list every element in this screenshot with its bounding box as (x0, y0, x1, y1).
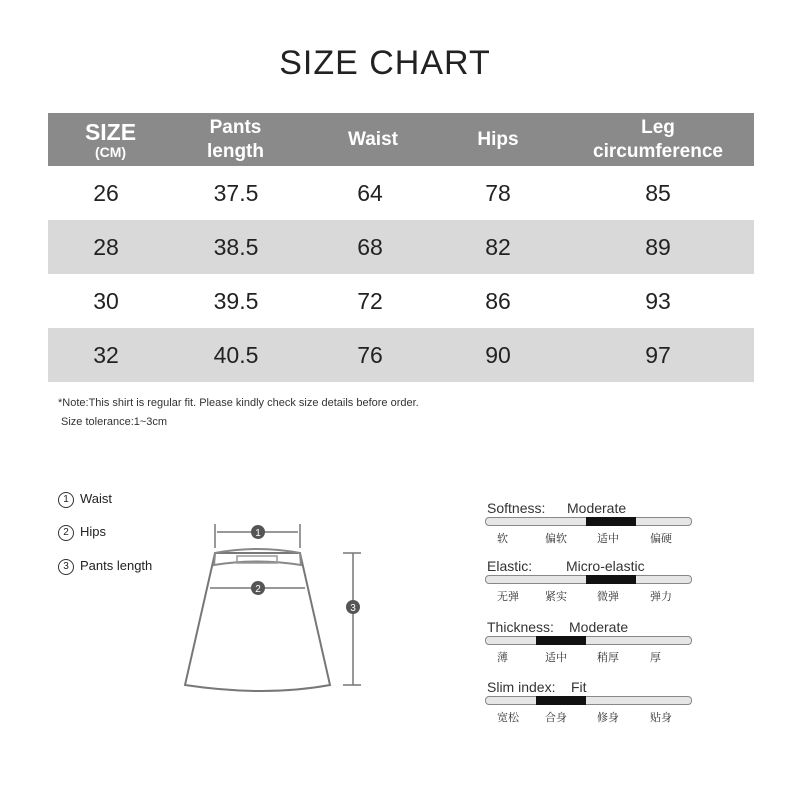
scale-value: Moderate (569, 619, 629, 635)
scale-level-indicator (536, 636, 586, 645)
legend-number: 2 (58, 525, 74, 541)
header-size-unit: (CM) (94, 143, 127, 160)
legend-number: 1 (58, 492, 74, 508)
scale-value: Micro-elastic (566, 558, 645, 574)
table-cell: 82 (485, 234, 511, 260)
table-cell: 28 (93, 234, 119, 260)
scale-tick-label: 适中 (597, 532, 619, 545)
table-row (48, 328, 754, 382)
note-text: *Note:This shirt is regular fit. Please kindly check size details before order. (58, 397, 419, 409)
table-header (48, 113, 754, 166)
scale-name: Elastic: (487, 558, 533, 574)
header-size (68, 113, 153, 166)
legend-item-pants-length (58, 558, 152, 575)
table-cell: 37.5 (213, 180, 259, 206)
header-pants-length (188, 113, 283, 166)
scale-bar (485, 517, 692, 526)
scale-tick-label: 微弹 (597, 590, 619, 603)
table-row (48, 166, 754, 220)
table-cell: 97 (645, 342, 671, 368)
header-leg-line1: Leg (641, 116, 675, 138)
size-table (48, 113, 754, 382)
scale-tick-label: 无弹 (497, 590, 519, 603)
scale-tick-label: 适中 (545, 651, 567, 664)
table-cell: 93 (645, 288, 671, 314)
scale-bar (485, 575, 692, 584)
header-pants-line1: Pants (209, 116, 262, 138)
size-tolerance-text: Size tolerance:1~3cm (61, 416, 168, 428)
scale-tick-label: 紧实 (545, 590, 567, 603)
legend-label: Waist (80, 491, 113, 506)
header-leg-line2: circumference (593, 140, 723, 162)
header-pants-line2: length (207, 140, 264, 162)
skirt-diagram (175, 515, 375, 715)
table-cell: 39.5 (213, 288, 259, 314)
table-cell: 78 (485, 180, 511, 206)
header-leg-circumference (578, 113, 738, 166)
skirt-outline (185, 553, 330, 691)
table-cell: 38.5 (213, 234, 259, 260)
scale-bar (485, 696, 692, 705)
table-cell: 68 (357, 234, 383, 260)
scale-tick-label: 软 (497, 532, 508, 545)
header-hips-label: Hips (477, 128, 519, 150)
table-cell: 90 (485, 342, 511, 368)
header-waist-label: Waist (348, 128, 398, 150)
legend-label: Pants length (80, 558, 153, 573)
scale-level-indicator (586, 575, 636, 584)
scale-tick-label: 贴身 (650, 711, 672, 724)
table-cell: 72 (357, 288, 383, 314)
scale-level-indicator (586, 517, 636, 526)
header-size-label: SIZE (84, 118, 137, 145)
scale-tick-label: 厚 (650, 651, 661, 664)
scale-tick-label: 合身 (545, 711, 567, 724)
scale-level-indicator (536, 696, 586, 705)
header-hips (458, 113, 538, 166)
legend-label: Hips (80, 524, 107, 539)
marker-2-label: 2 (255, 584, 261, 595)
table-cell: 40.5 (213, 342, 259, 368)
table-cell: 86 (485, 288, 511, 314)
scale-tick-label: 弹力 (650, 590, 672, 603)
legend-item-hips (58, 524, 106, 541)
marker-1-label: 1 (255, 528, 261, 539)
scale-value: Fit (571, 679, 587, 695)
page-title: SIZE CHART (279, 44, 491, 82)
scale-tick-label: 宽松 (497, 711, 519, 724)
table-cell: 76 (357, 342, 383, 368)
scale-tick-label: 薄 (497, 651, 508, 664)
table-row (48, 220, 754, 274)
table-cell: 30 (93, 288, 119, 314)
scale-name: Slim index: (487, 679, 556, 695)
table-cell: 26 (93, 180, 119, 206)
scale-tick-label: 偏软 (545, 532, 567, 545)
scale-name: Thickness: (487, 619, 554, 635)
scale-tick-label: 稍厚 (597, 651, 619, 664)
table-body (48, 166, 754, 382)
scale-value: Moderate (567, 500, 627, 516)
scale-name: Softness: (487, 500, 546, 516)
table-cell: 85 (645, 180, 671, 206)
scale-bar (485, 636, 692, 645)
legend-item-waist (58, 491, 112, 508)
table-row (48, 274, 754, 328)
legend-number: 3 (58, 559, 74, 575)
marker-3-label: 3 (350, 603, 356, 614)
header-waist (328, 113, 418, 166)
table-cell: 32 (93, 342, 119, 368)
table-cell: 64 (357, 180, 383, 206)
scale-tick-label: 修身 (597, 711, 619, 724)
table-cell: 89 (645, 234, 671, 260)
scale-tick-label: 偏硬 (650, 532, 672, 545)
